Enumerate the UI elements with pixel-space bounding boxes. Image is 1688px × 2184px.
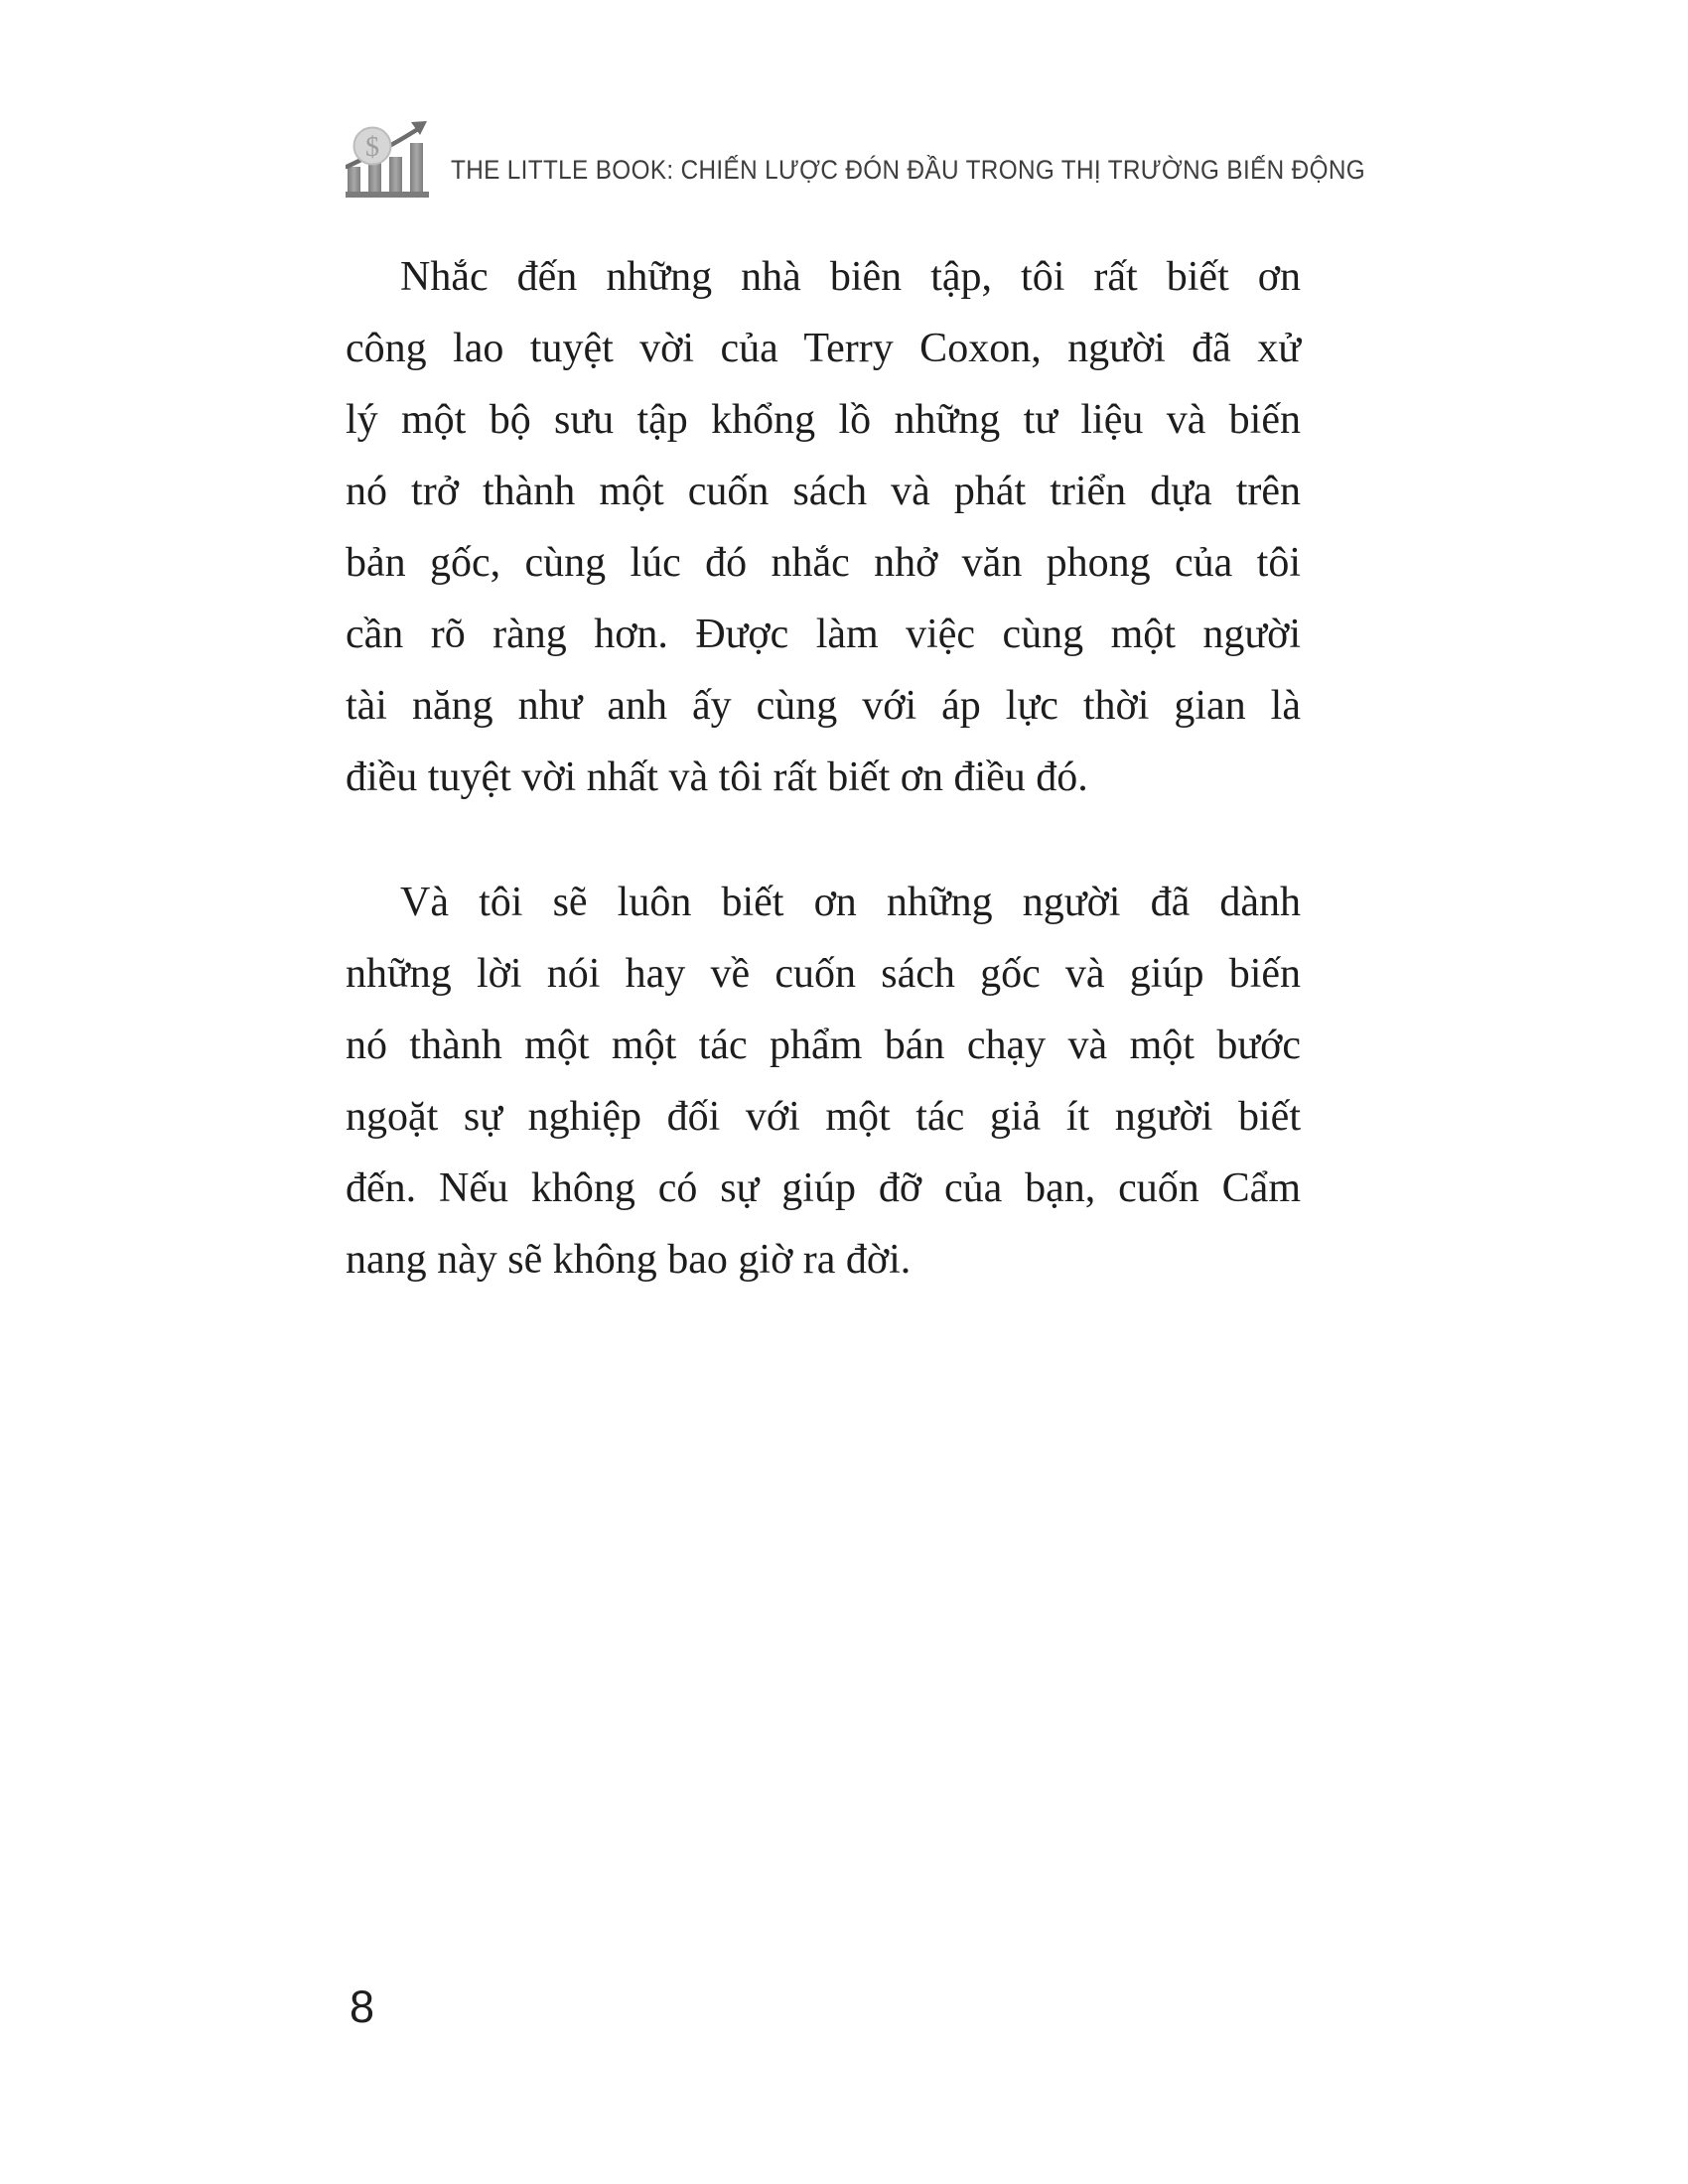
svg-text:$: $ (365, 132, 379, 163)
page-number: 8 (350, 1981, 375, 2032)
text-line: nó thành một một tác phẩm bán chạy và một bước (346, 1023, 1301, 1068)
text-line: lý một bộ sưu tập khổng lồ những tư liệu và biến (346, 397, 1301, 443)
text-line: Và tôi sẽ luôn biết ơn những người đã dành (400, 880, 1301, 925)
page-body (346, 241, 1301, 1349)
page-header (346, 119, 1467, 201)
text-line: những lời nói hay về cuốn sách gốc và giúp biến (346, 951, 1301, 997)
text-line: đến. Nếu không có sự giúp đỡ của bạn, cuốn Cẩm (346, 1165, 1301, 1211)
paragraph-2 (346, 867, 1301, 1296)
finance-growth-chart-icon (346, 119, 429, 201)
text-line: Nhắc đến những nhà biên tập, tôi rất biết ơn (400, 254, 1301, 300)
text-line: tài năng như anh ấy cùng với áp lực thời gian là (346, 683, 1301, 729)
text-line: công lao tuyệt vời của Terry Coxon, người đã xử (346, 326, 1301, 371)
text-line: bản gốc, cùng lúc đó nhắc nhở văn phong của tôi (346, 540, 1301, 586)
running-head-title: THE LITTLE BOOK: CHIẾN LƯỢC ĐÓN ĐẦU TRONG THỊ TRƯỜNG BIẾN ĐỘNG (451, 155, 1366, 185)
text-line: ngoặt sự nghiệp đối với một tác giả ít người biết (346, 1094, 1301, 1140)
paragraph-1 (346, 241, 1301, 813)
text-line: nang này sẽ không bao giờ ra đời. (346, 1237, 912, 1283)
text-line: điều tuyệt vời nhất và tôi rất biết ơn điều đó. (346, 754, 1088, 800)
text-line: cần rõ ràng hơn. Được làm việc cùng một người (346, 612, 1301, 657)
text-line: nó trở thành một cuốn sách và phát triển dựa trên (346, 469, 1301, 514)
